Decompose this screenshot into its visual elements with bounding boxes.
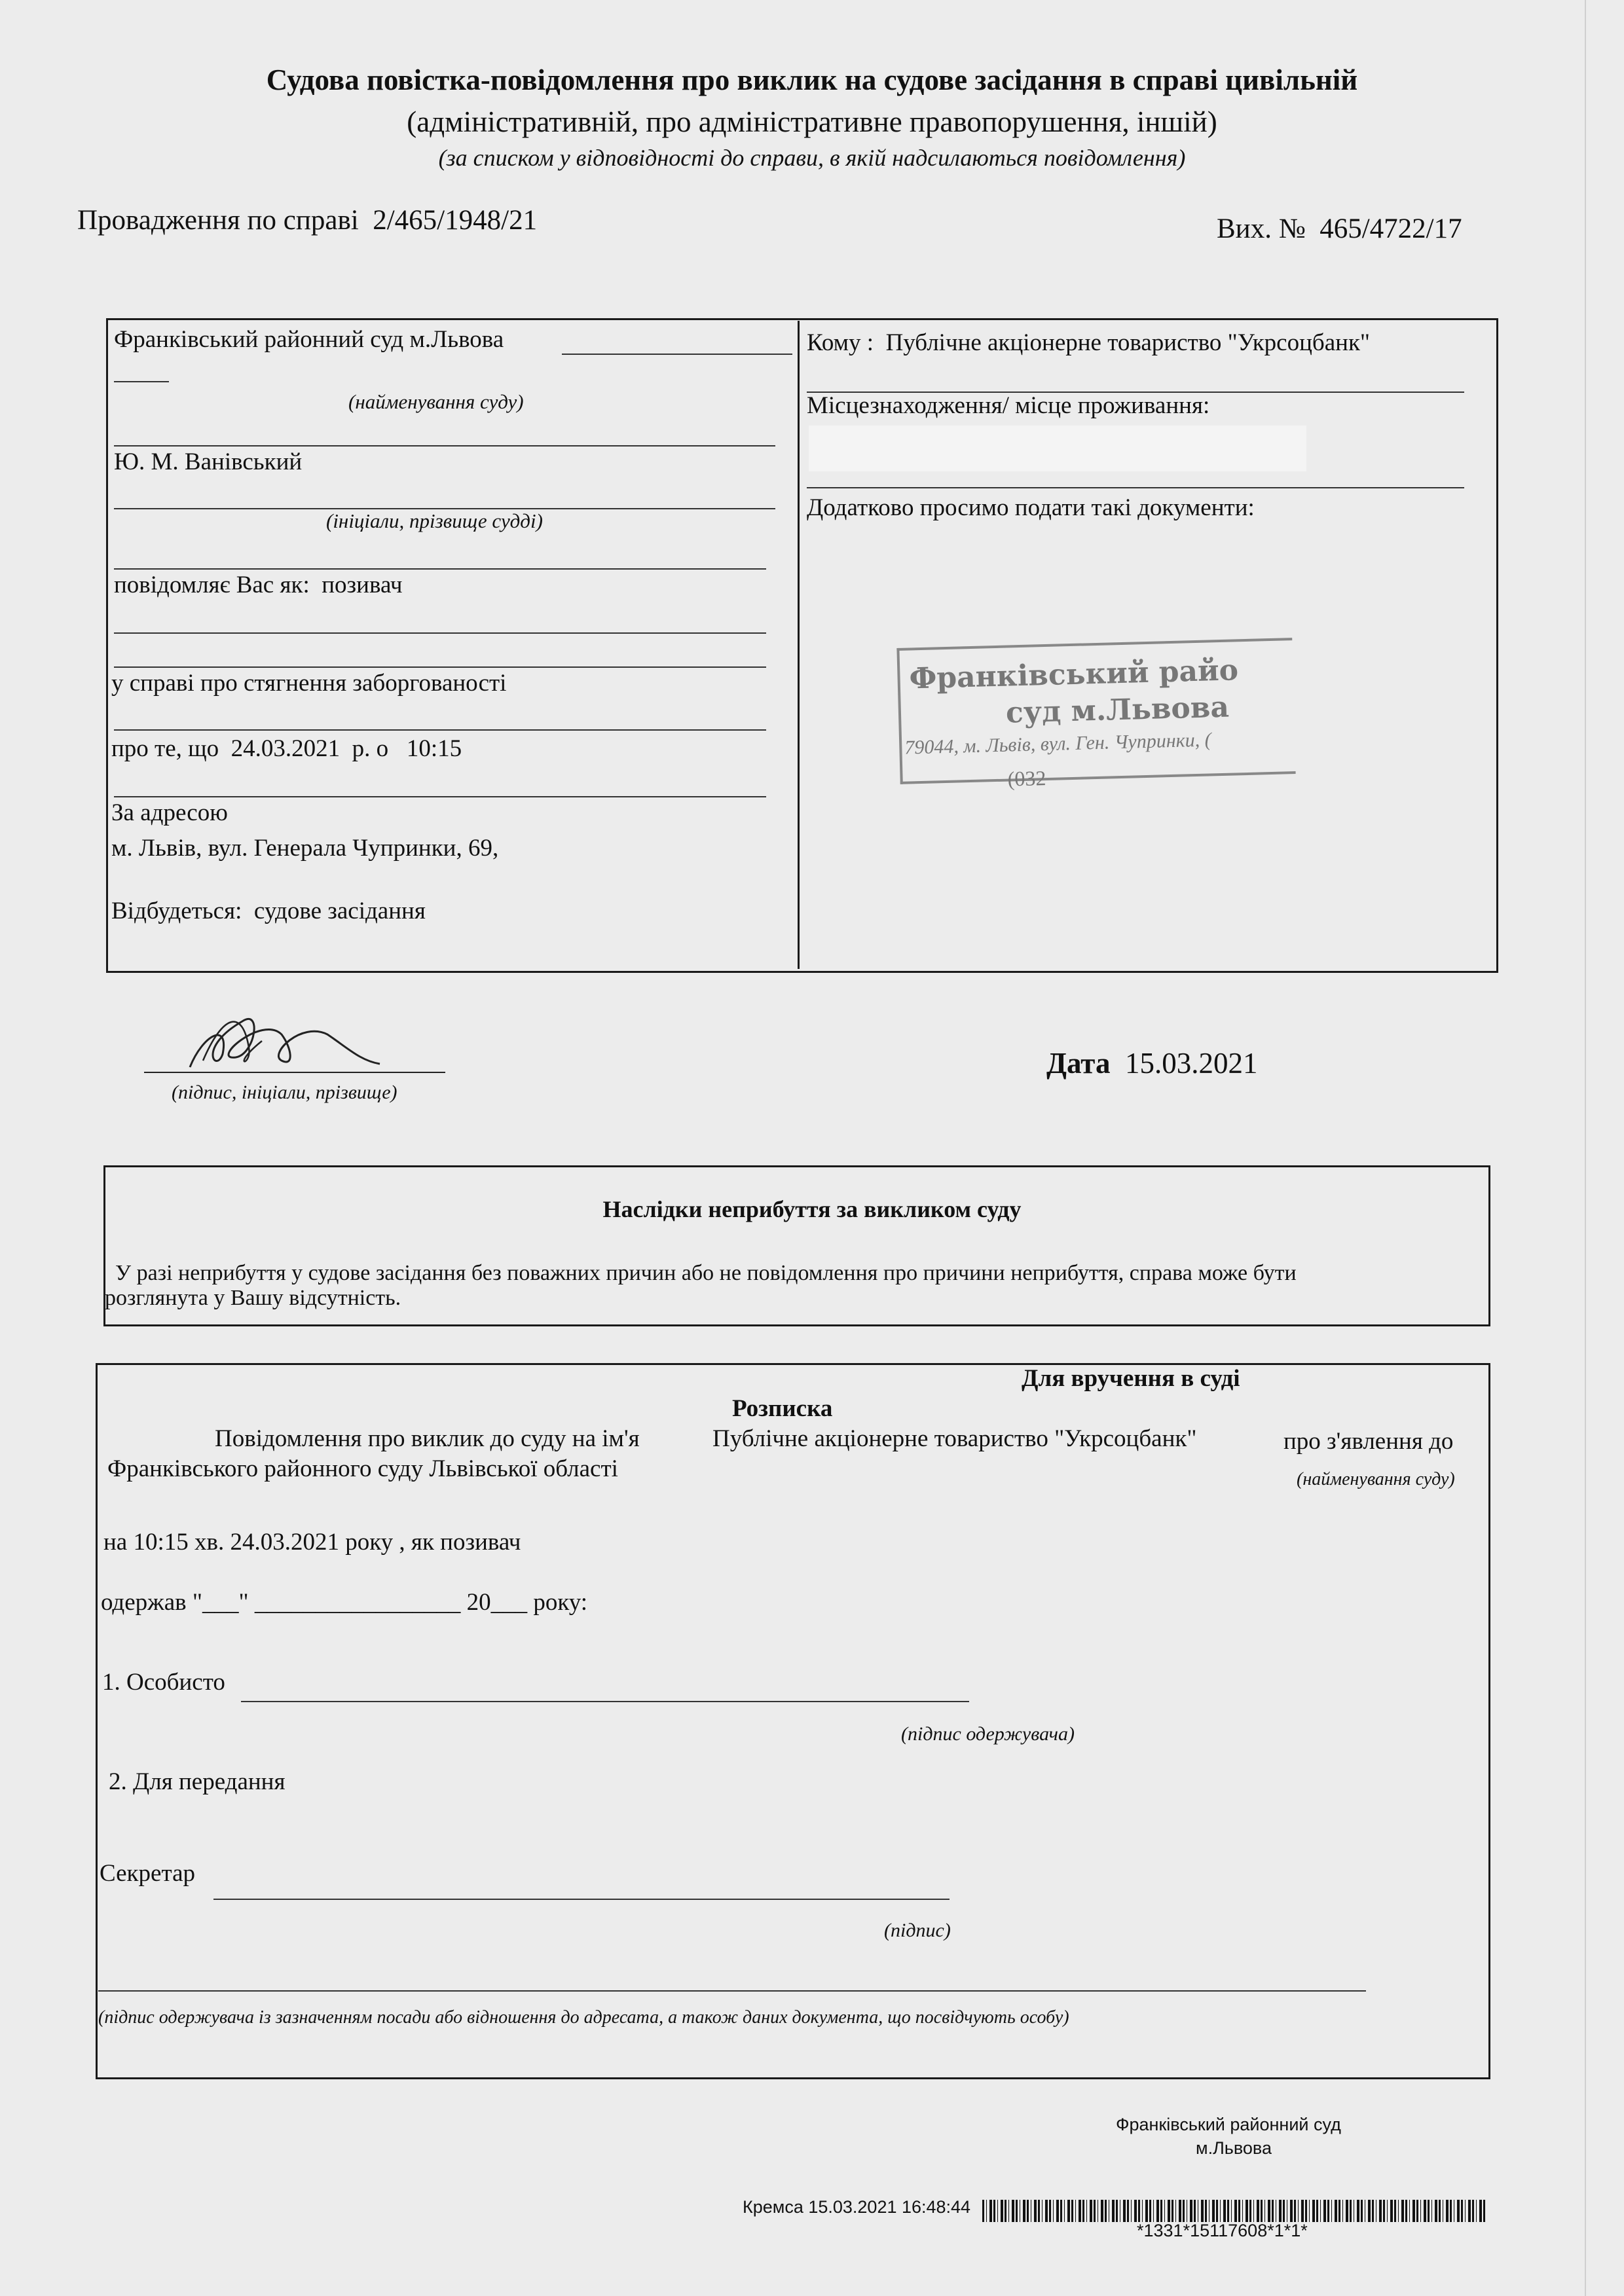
case-label: Провадження по справі bbox=[77, 205, 359, 236]
page-edge bbox=[1585, 0, 1586, 2296]
receipt-appear-to: про з'явлення до bbox=[1283, 1428, 1454, 1455]
court-name-line bbox=[562, 354, 792, 355]
court-name: Франківський районний суд м.Львова bbox=[114, 326, 504, 353]
recipient-line bbox=[807, 329, 1370, 357]
location-rule bbox=[807, 487, 1464, 488]
kremsa-timestamp: Кремса 15.03.2021 16:48:44 bbox=[743, 2197, 971, 2217]
year-suffix: р. о bbox=[352, 735, 389, 762]
receipt-notice: Повідомлення про виклик до суду на ім'я bbox=[215, 1425, 640, 1452]
consequences-title: Наслідки неприбуття за викликом суду bbox=[602, 1196, 1022, 1222]
date-label: Дата bbox=[1046, 1047, 1111, 1080]
personally-label: 1. Особисто bbox=[102, 1669, 225, 1696]
recipient: Публічне акціонерне товариство "Укрсоцбанк" bbox=[885, 329, 1371, 356]
case-subject-rule bbox=[114, 729, 766, 731]
hearing-line bbox=[111, 735, 462, 763]
form-title: Судова повістка-повідомлення про виклик на судове засідання в справі цивільній bbox=[266, 64, 1358, 96]
date-line bbox=[1046, 1046, 1257, 1080]
received-line: одержав "___" _________________ 20___ року: bbox=[101, 1589, 588, 1616]
documents-label: Додатково просимо подати такі документи: bbox=[807, 494, 1255, 521]
for-court-label: Для вручення в суді bbox=[1022, 1365, 1240, 1392]
recipient-sign-caption: (підпис одержувача) bbox=[901, 1723, 1075, 1745]
stamp-line-1: Франківський райо bbox=[908, 653, 1239, 696]
notify-line-rule bbox=[114, 632, 766, 634]
date-value: 15.03.2021 bbox=[1124, 1047, 1258, 1080]
address-label: За адресою bbox=[111, 799, 228, 826]
personally-sign-line bbox=[241, 1701, 969, 1702]
secretary-sign-line bbox=[213, 1899, 950, 1900]
receipt-court: Франківського районного суду Львівської області bbox=[107, 1455, 618, 1482]
form-subtitle: (адміністративній, про адміністративне правопорушення, іншій) bbox=[407, 105, 1217, 138]
receipt-court-caption: (найменування суду) bbox=[1297, 1469, 1455, 1489]
hearing-time: 10:15 bbox=[406, 735, 462, 762]
court-caption-line bbox=[114, 445, 775, 446]
notify-line-rule-2 bbox=[114, 666, 766, 668]
about-label: про те, що bbox=[111, 735, 219, 762]
consequences-text-1: У разі неприбуття у судове засідання без поважних причин або не повідомлення про причини неприбуття, справа може бути bbox=[115, 1261, 1297, 1285]
hearing-date: 24.03.2021 bbox=[231, 735, 341, 762]
location-label: Місцезнаходження/ місце проживання: bbox=[807, 392, 1210, 419]
stamp-line-2: суд м.Львова bbox=[1005, 690, 1230, 730]
receipt-recipient: Публічне акціонерне товариство "Укрсоцбанк" bbox=[712, 1425, 1197, 1452]
receipt-time-line: на 10:15 хв. 24.03.2021 року , як позивач bbox=[103, 1529, 521, 1556]
notify-role: позивач bbox=[322, 572, 403, 598]
case-reference bbox=[77, 204, 537, 236]
stamp-line-4: (032 bbox=[1007, 766, 1046, 791]
case-subject: у справі про стягнення заборгованості bbox=[111, 670, 507, 697]
court-stamp bbox=[896, 638, 1295, 791]
receipt-title: Розписка bbox=[732, 1395, 833, 1422]
barcode bbox=[982, 2200, 1486, 2222]
footer-court-2: м.Львова bbox=[1196, 2138, 1272, 2158]
outgoing-reference bbox=[1217, 213, 1462, 245]
handwritten-signature bbox=[131, 995, 458, 1080]
notify-label: повідомляє Вас як: bbox=[114, 572, 310, 598]
court-name-line-2 bbox=[114, 381, 169, 382]
footer-sign-caption: (підпис одержувача із зазначенням посади або відношення до адресата, а також даних документа, що посвідчують особу) bbox=[98, 2007, 1069, 2028]
box-divider bbox=[798, 321, 800, 969]
address: м. Львів, вул. Генерала Чупринки, 69, bbox=[111, 835, 499, 862]
to-label: Кому : bbox=[807, 329, 874, 356]
stamp-line-3: 79044, м. Львів, вул. Ген. Чупринки, ( bbox=[904, 729, 1212, 759]
form-note: (за списком у відповідності до справи, в якій надсилаються повідомлення) bbox=[438, 145, 1186, 171]
secretary-label: Секретар bbox=[100, 1860, 195, 1887]
footer-sign-caption-text: підпис одержувача із зазначенням посади або відношення до адресата, а також даних документа, що посвідчують особу) bbox=[104, 2007, 1069, 2028]
judge-caption: (ініціали, прізвище судді) bbox=[326, 509, 543, 532]
judge-caption-line bbox=[114, 568, 766, 570]
signature-caption: (підпис, ініціали, прізвище) bbox=[172, 1082, 397, 1103]
notify-line bbox=[114, 571, 403, 599]
outgoing-number: 465/4722/17 bbox=[1320, 213, 1462, 244]
hearing-rule bbox=[114, 796, 766, 797]
footer-sign-line bbox=[98, 1990, 1366, 1992]
outgoing-label: Вих. № bbox=[1217, 213, 1306, 244]
event: судове засідання bbox=[253, 898, 426, 924]
event-line bbox=[111, 897, 426, 925]
barcode-text: *1331*15117608*1*1* bbox=[1137, 2221, 1308, 2240]
footer-court-1: Франківський районний суд bbox=[1116, 2115, 1341, 2134]
consequences-text-2: розглянута у Вашу відсутність. bbox=[105, 1286, 401, 1310]
secretary-sign-caption: (підпис) bbox=[884, 1920, 951, 1941]
judge-name: Ю. М. Ванівський bbox=[114, 448, 303, 475]
case-number: 2/465/1948/21 bbox=[373, 205, 538, 236]
for-transfer-label: 2. Для передання bbox=[109, 1768, 286, 1795]
redacted-address bbox=[809, 426, 1306, 471]
court-caption: (найменування суду) bbox=[348, 390, 524, 413]
event-label: Відбудеться: bbox=[111, 898, 242, 924]
